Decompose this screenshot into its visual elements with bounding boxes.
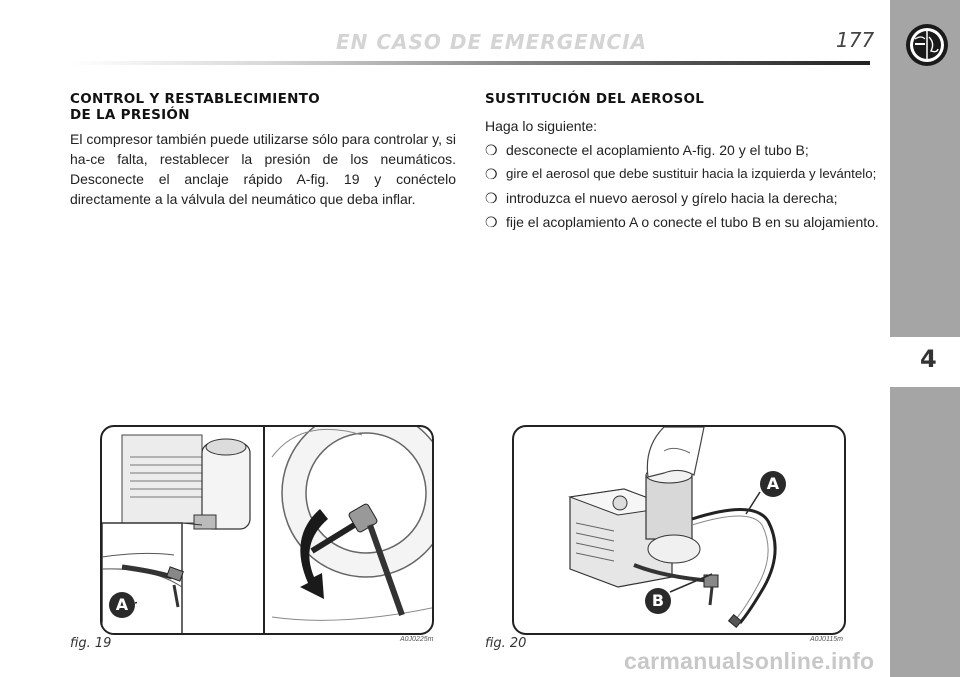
label-a: A <box>115 595 129 614</box>
figure-caption: fig. 20 <box>485 636 527 651</box>
chapter-number[interactable]: 4 <box>920 345 937 373</box>
step-text: fije el acoplamiento A o conecte el tubo B en su alojamiento. <box>506 214 879 230</box>
sidebar-lower-band <box>890 387 960 677</box>
circle-bullet-icon: ❍ <box>485 190 498 206</box>
list-item <box>485 188 875 208</box>
left-column <box>70 91 456 209</box>
step-text: gire el aerosol que debe sustituir hacia la izquierda y levántelo; <box>506 166 877 181</box>
intro-text: Haga lo siguiente: <box>485 118 598 134</box>
list-item <box>485 140 875 160</box>
header-divider <box>70 61 870 65</box>
label-b: B <box>651 591 665 610</box>
list-item <box>485 164 875 184</box>
circle-bullet-icon: ❍ <box>485 166 498 182</box>
page-number: 177 <box>836 28 875 52</box>
heading-line: DE LA PRESIÓN <box>70 107 190 123</box>
figure-code: A0J0115m <box>810 636 843 643</box>
leader-lines <box>660 480 770 610</box>
step-text: desconecte el acoplamiento A-fig. 20 y el tubo B; <box>506 142 809 158</box>
section-heading: SUSTITUCIÓN DEL AEROSOL <box>485 91 705 107</box>
chapter-header-title: EN CASO DE EMERGENCIA <box>336 30 648 54</box>
circle-bullet-icon: ❍ <box>485 142 498 158</box>
figure-caption: fig. 19 <box>70 636 112 651</box>
circle-bullet-icon: ❍ <box>485 214 498 230</box>
figure-compressor-valve <box>100 425 434 635</box>
alfa-romeo-badge-icon <box>905 23 949 67</box>
watermark: carmanualsonline.info <box>624 648 875 674</box>
compressor-illustration <box>102 427 434 635</box>
section-heading <box>70 91 456 123</box>
heading-line: CONTROL Y RESTABLECIMIENTO <box>70 91 320 107</box>
list-item <box>485 212 879 232</box>
label-a: A <box>766 474 780 493</box>
step-text: introduzca el nuevo aerosol y gírelo hacia la derecha; <box>506 190 838 206</box>
right-column <box>485 91 879 236</box>
figure-code: A0J0225m <box>400 636 434 643</box>
body-paragraph: El compresor también puede utilizarse sólo para controlar y, si ha-ce falta, restablecer la presión de los neumáticos. Desconecte el anclaje rápido A-fig. 19 y conéctelo directamente a la válvula del neumático que deba inflar. <box>70 131 456 207</box>
steps-list <box>485 140 879 232</box>
